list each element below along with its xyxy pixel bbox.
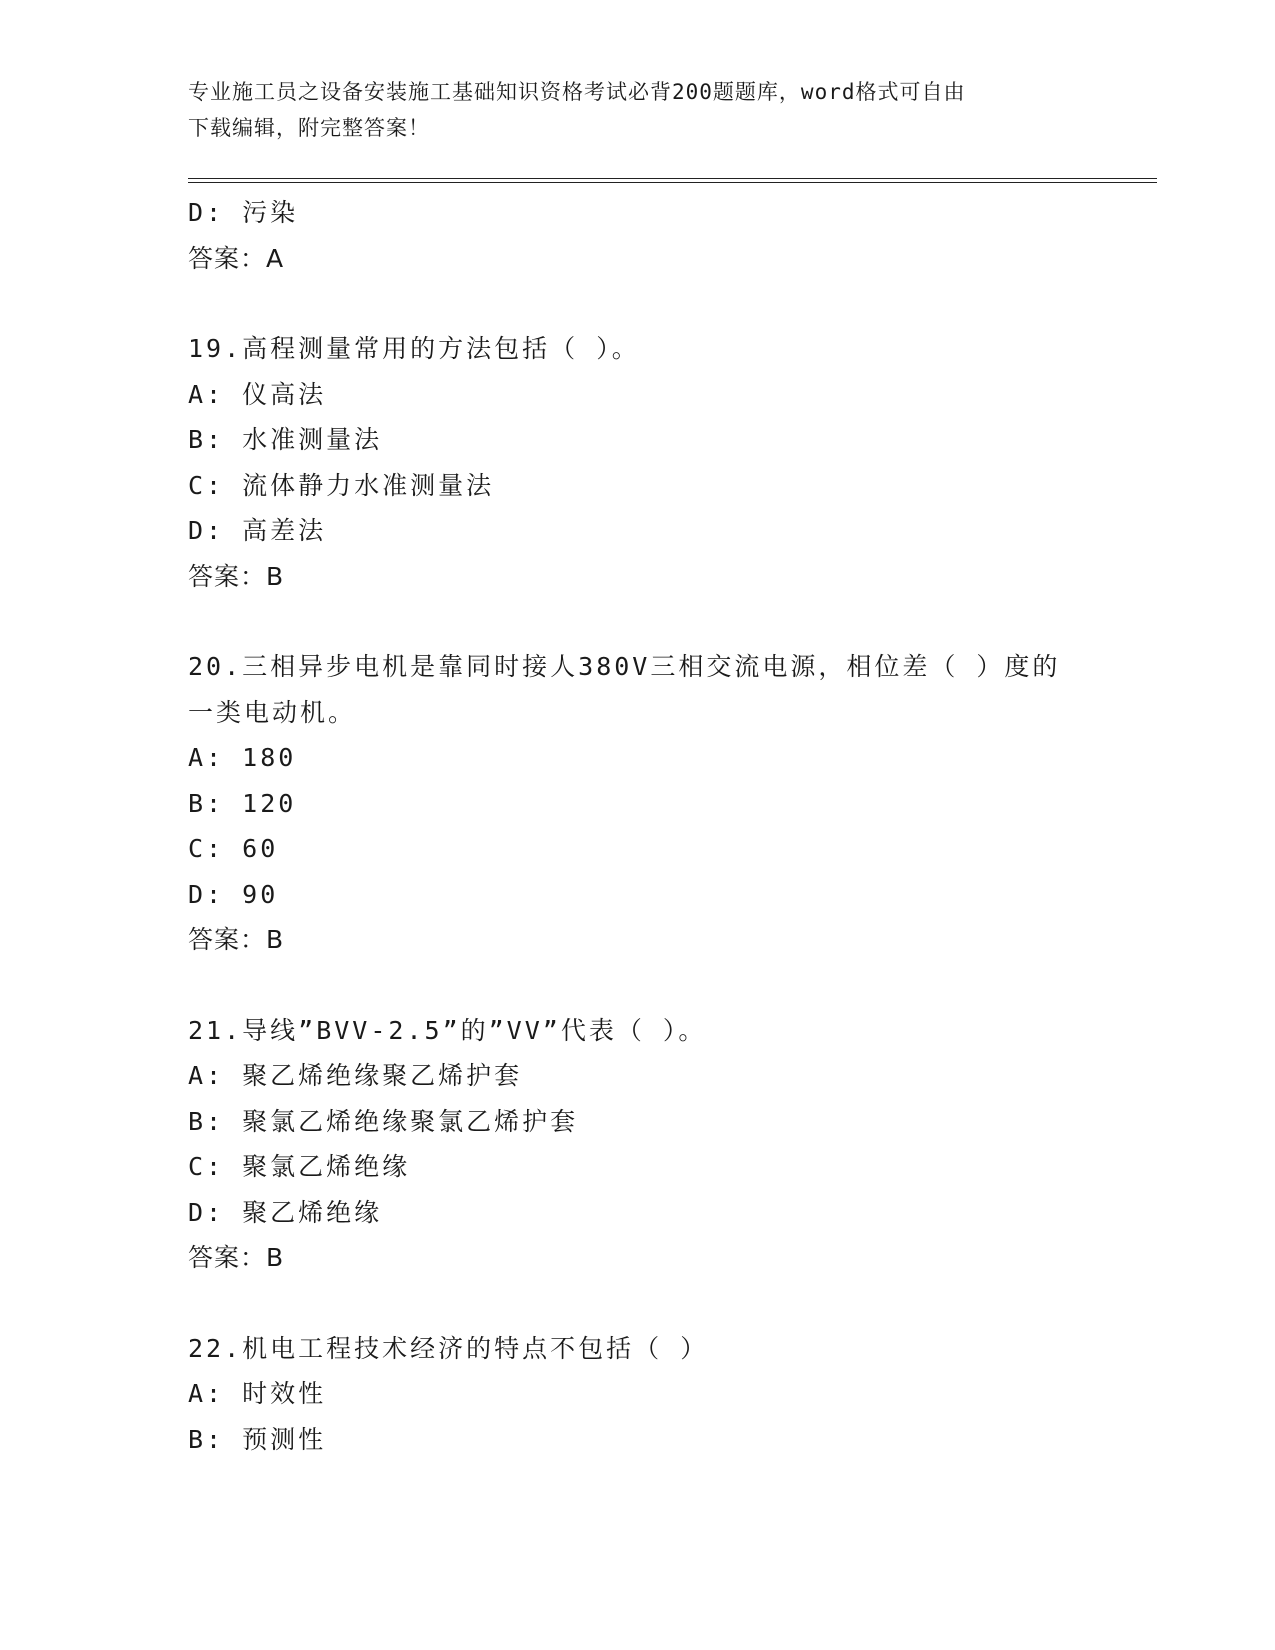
option-b: B: 水准测量法	[188, 425, 383, 454]
option-b: B: 聚氯乙烯绝缘聚氯乙烯护套	[188, 1106, 579, 1136]
answer-line: 答案：A	[188, 243, 285, 273]
spacer	[188, 1281, 1088, 1326]
option-c: C: 60	[188, 834, 279, 863]
question-20	[188, 644, 1088, 963]
option-c: C: 聚氯乙烯绝缘	[188, 1152, 411, 1181]
question-content	[188, 190, 1088, 1462]
answer-line: 答案：B	[188, 561, 285, 591]
answer-line: 答案：B	[188, 1243, 285, 1272]
spacer	[188, 281, 1088, 326]
question-21	[188, 1008, 1088, 1281]
option-a: A: 180	[188, 743, 297, 772]
option-b: B: 预测性	[188, 1424, 327, 1454]
header-line-2: 下载编辑，附完整答案！	[188, 116, 430, 140]
option-a: A: 时效性	[188, 1379, 327, 1408]
document-header	[188, 74, 1088, 146]
option-a: A: 聚乙烯绝缘聚乙烯护套	[188, 1061, 523, 1090]
question-stem: 19.高程测量常用的方法包括（ ）。	[188, 334, 640, 363]
question-22	[188, 1326, 1088, 1463]
option-c: C: 流体静力水准测量法	[188, 470, 495, 500]
question-stem: 21.导线”BVV-2.5”的”VV”代表（ ）。	[188, 1015, 707, 1045]
spacer	[188, 599, 1088, 644]
header-line-1: 专业施工员之设备安装施工基础知识资格考试必背200题题库，word格式可自由	[188, 80, 966, 104]
answer-line: 答案：B	[188, 925, 285, 954]
option-d: D: 90	[188, 879, 279, 909]
spacer	[188, 963, 1088, 1008]
question-stem-continued: 一类电动机。	[188, 697, 357, 727]
option-d: D: 聚乙烯绝缘	[188, 1197, 383, 1227]
header-double-rule	[188, 178, 1157, 183]
option-b: B: 120	[188, 788, 297, 818]
question-stem: 20.三相异步电机是靠同时接人380V三相交流电源，相位差（ ）度的	[188, 652, 1061, 681]
option-d: D: 污染	[188, 198, 299, 227]
question-19	[188, 326, 1088, 599]
question-stem: 22.机电工程技术经济的特点不包括（ ）	[188, 1333, 709, 1363]
option-d: D: 高差法	[188, 516, 327, 545]
option-a: A: 仪高法	[188, 379, 327, 409]
